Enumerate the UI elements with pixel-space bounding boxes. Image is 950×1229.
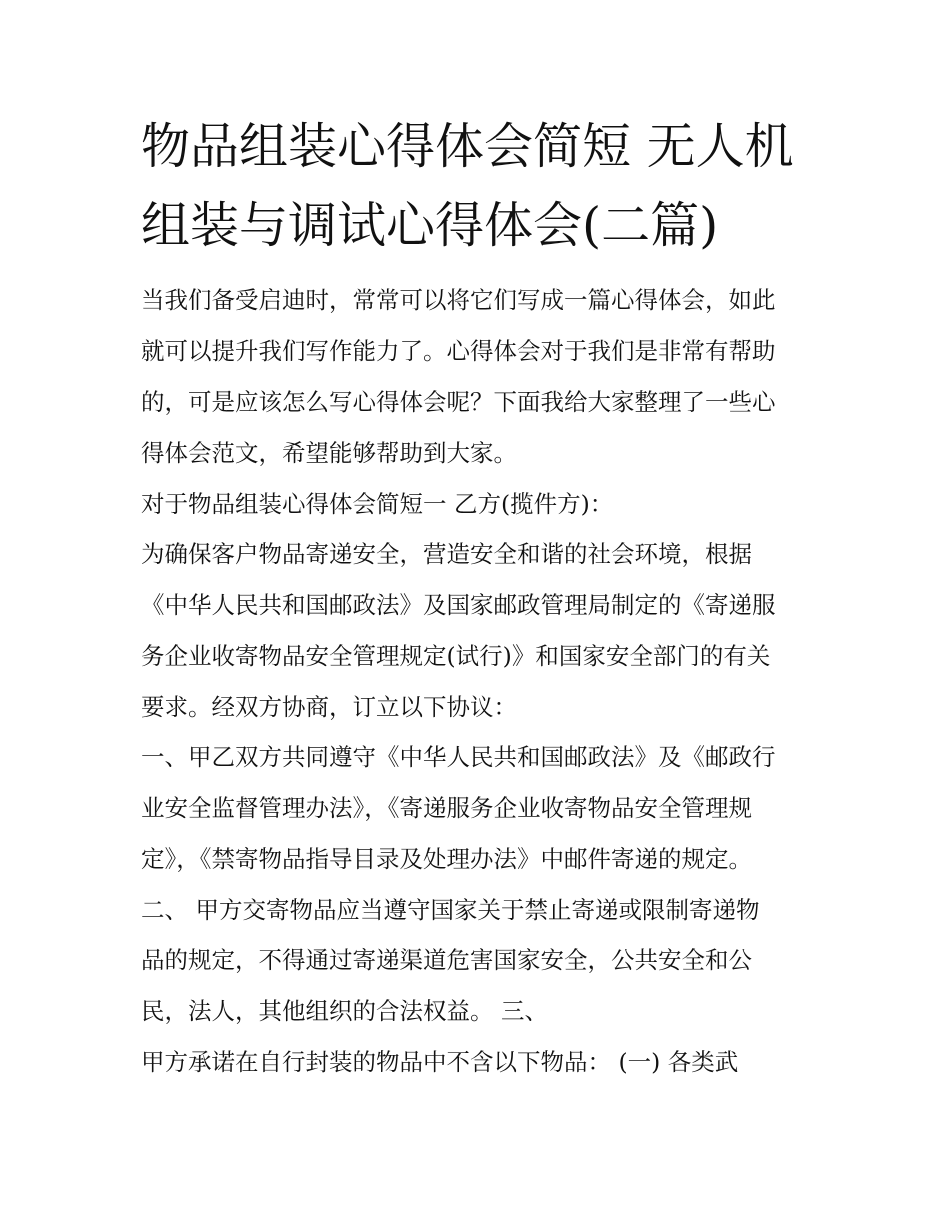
paragraph-line: 要求。经双方协商，订立以下协议： (141, 693, 517, 721)
paragraph-line: 《中华人民共和国邮政法》及国家邮政管理局制定的《寄递服 (141, 591, 776, 619)
document-title-line-1: 物品组装心得体会简短 无人机 (141, 118, 794, 175)
paragraph-line: 得体会范文，希望能够帮助到大家。 (141, 439, 517, 467)
paragraph-line: 为确保客户物品寄递安全，营造安全和谐的社会环境，根据 (141, 540, 752, 568)
paragraph-line: 就可以提升我们写作能力了。心得体会对于我们是非常有帮助 (141, 337, 776, 365)
paragraph-line: 二、 甲方交寄物品应当遵守国家关于禁止寄递或限制寄递物 (141, 896, 760, 924)
paragraph-line: 一、甲乙双方共同遵守《中华人民共和国邮政法》及《邮政行 (141, 743, 776, 771)
paragraph-line: 当我们备受启迪时，常常可以将它们写成一篇心得体会，如此 (141, 286, 776, 314)
paragraph-line: 务企业收寄物品安全管理规定(试行)》和国家安全部门的有关 (141, 642, 771, 670)
document-title-line-2: 组装与调试心得体会(二篇) (141, 197, 719, 254)
paragraph-line: 品的规定，不得通过寄递渠道危害国家安全，公共安全和公 (141, 946, 752, 974)
paragraph-line: 定》，《禁寄物品指导目录及处理办法》中邮件寄递的规定。 (141, 845, 752, 873)
paragraph-line: 甲方承诺在自行封装的物品中不含以下物品： (一) 各类武 (141, 1048, 739, 1076)
paragraph-line: 的，可是应该怎么写心得体会呢？下面我给大家整理了一些心 (141, 388, 776, 416)
paragraph-line: 对于物品组装心得体会简短一 乙方(揽件方)： (141, 490, 614, 518)
paragraph-line: 业安全监督管理办法》，《寄递服务企业收寄物品安全管理规 (141, 794, 752, 822)
paragraph-line: 民，法人，其他组织的合法权益。 三、 (141, 997, 548, 1025)
